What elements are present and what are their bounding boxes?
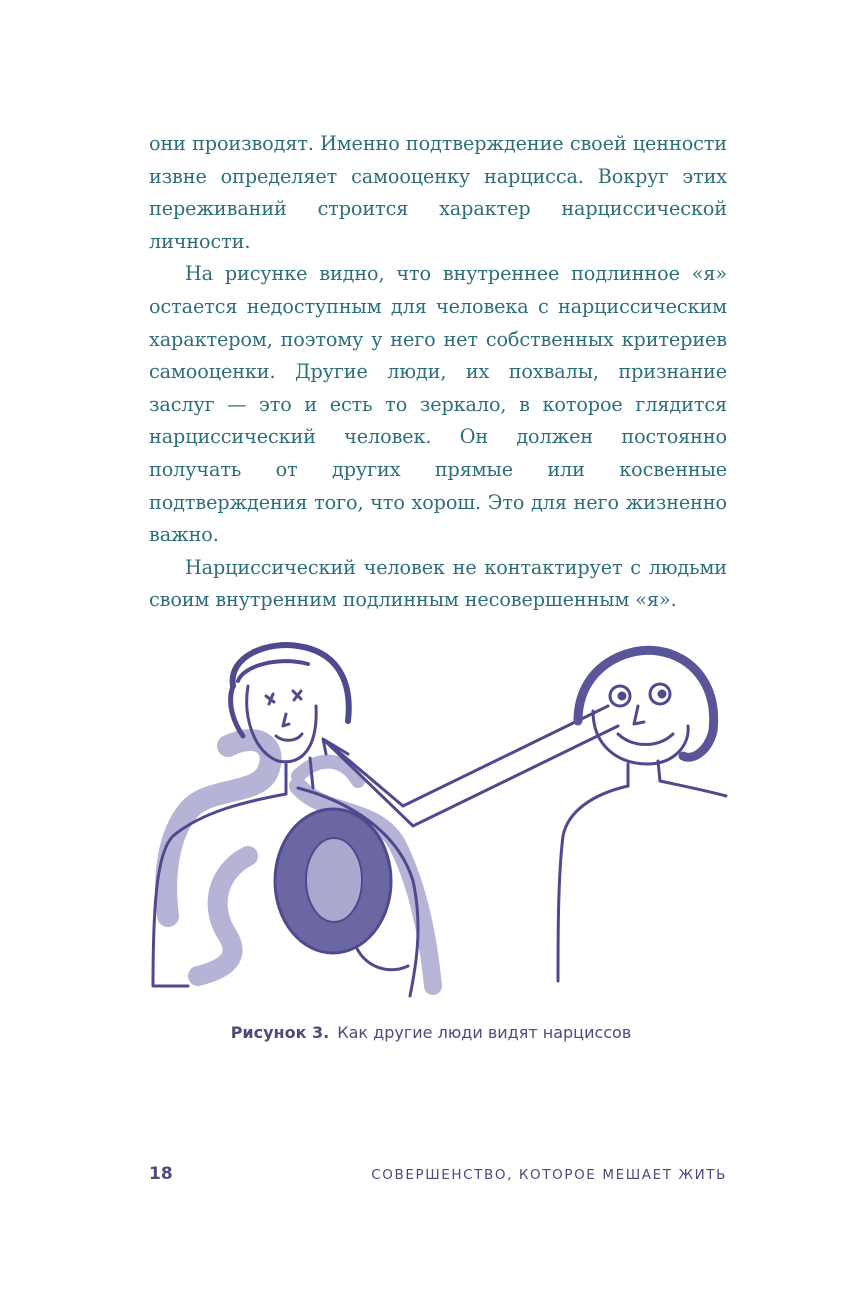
inner-self-shape [275, 809, 391, 953]
figure-drawing [148, 636, 728, 1006]
running-footer-title: СОВЕРШЕНСТВО, КОТОРОЕ МЕШАЕТ ЖИТЬ [371, 1167, 727, 1183]
figure-caption [0, 1023, 862, 1042]
right-face [593, 711, 688, 764]
paragraph-1: они производят. Именно подтверждение своей ценности извне определяет самооценку нарцисса. Вокруг этих переживаний строится характер нарциссической личности. [149, 132, 727, 253]
pointer-band [323, 706, 618, 826]
right-hair [578, 650, 714, 757]
body-text [149, 128, 727, 617]
paragraph-3: Нарциссический человек не контактирует с людьми своим внутренним подлинным несовершенным «я». [149, 555, 727, 612]
right-body [558, 781, 726, 981]
page-number: 18 [149, 1164, 173, 1184]
left-hair [233, 645, 349, 721]
paragraph-2: На рисунке видно, что внутреннее подлинное «я» остается недоступным для человека с нарциссическим характером, поэтому у него нет собственных критериев самооценки. Другие люди, их похвалы, признание заслуг — это и есть то зеркало, в которое глядится нарциссический человек. Он должен постоянно получать от других прямые или косвенные подтверждения того, что хорош. Это для него жизненно важно. [149, 262, 727, 547]
figure-illustration [148, 636, 728, 1006]
figure-caption-text: Как другие люди видят нарциссов [337, 1023, 632, 1042]
figure-caption-label: Рисунок 3. [230, 1023, 330, 1042]
right-person [558, 650, 726, 981]
